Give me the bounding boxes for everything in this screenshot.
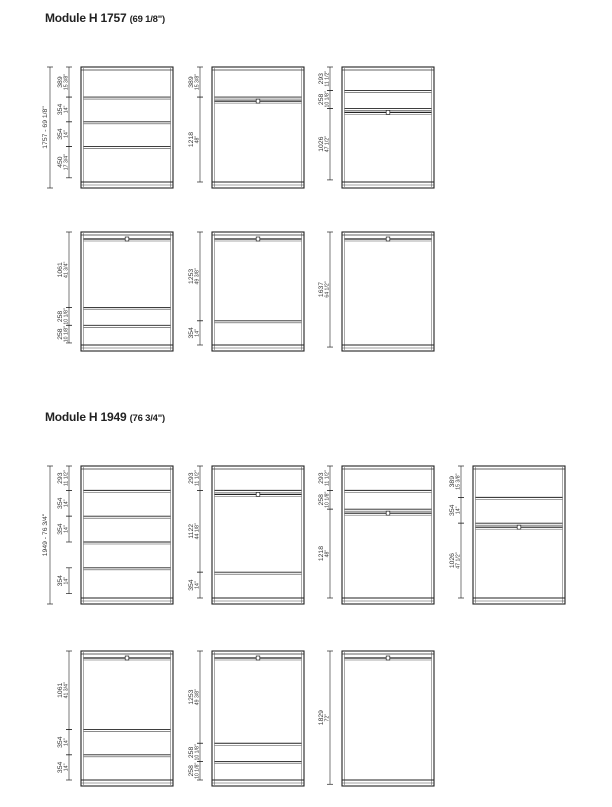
- dimension-label-inch: 41 3/4": [63, 261, 70, 278]
- rail-bracket: [386, 656, 390, 660]
- dimension-label-mm: 1122: [188, 523, 195, 539]
- rail-bracket: [517, 525, 521, 529]
- section-subtitle: (76 3/4"): [129, 413, 166, 424]
- cabinet-h1949-d: [449, 466, 565, 604]
- dimension-group: [188, 232, 203, 345]
- dimension-label-mm: 450: [57, 156, 64, 168]
- total-dimension-label: 1757 - 69 1/8": [42, 106, 49, 149]
- dimension-label-inch: 14": [63, 576, 70, 585]
- dimension-label-inch: 10 1/8": [324, 91, 331, 108]
- dimension-label-mm: 1637: [318, 281, 325, 298]
- dimension-label-inch: 14": [63, 499, 70, 508]
- rail-bracket: [256, 237, 260, 241]
- dimension-label-mm: 354: [449, 504, 456, 516]
- dimension-label-mm: 258: [188, 746, 195, 759]
- dimension-group: [318, 67, 333, 180]
- dimension-label-inch: 14": [194, 581, 201, 589]
- dimension-label-inch: 64 1/2": [324, 281, 331, 298]
- dimension-label-inch: 15 3/8": [194, 73, 201, 91]
- dimension-group: [57, 232, 72, 343]
- cabinet-h1757-f: [318, 232, 434, 351]
- cabinet-h1757-b: [188, 67, 304, 188]
- dimension-label-inch: 15 3/8": [455, 473, 462, 490]
- cabinet-frame: [342, 67, 434, 188]
- dimension-label-inch: 17 3/4": [63, 154, 70, 171]
- dimension-label-inch: 10 1/8": [194, 762, 201, 779]
- dimension-label-mm: 354: [188, 579, 195, 591]
- dimension-label-inch: 11 1/2": [194, 470, 201, 487]
- dimension-label-mm: 354: [188, 327, 195, 339]
- dimension-label-mm: 354: [57, 103, 64, 116]
- cabinet-h1949-g: [318, 651, 434, 786]
- dimension-label-mm: 354: [57, 736, 64, 748]
- section-title-text: Module H 1949: [45, 410, 127, 424]
- dimension-label-inch: 72": [324, 713, 331, 722]
- dimension-label-mm: 354: [57, 761, 64, 774]
- dimension-label-inch: 47 1/2": [455, 552, 462, 569]
- dimension-label-mm: 258: [188, 765, 195, 777]
- dimension-group: [318, 466, 333, 598]
- dimension-group: [188, 67, 203, 182]
- dimension-group: [318, 232, 333, 347]
- dimension-label-mm: 389: [449, 476, 456, 488]
- cabinet-h1949-f: [188, 651, 304, 786]
- cabinet-frame: [81, 67, 173, 188]
- rail-bracket: [125, 656, 129, 660]
- dimension-label-mm: 1218: [188, 131, 195, 148]
- cabinet-frame: [81, 466, 173, 604]
- dimension-label-inch: 14": [63, 105, 70, 114]
- cabinet-h1757-d: [57, 232, 173, 351]
- dimension-group: [42, 67, 72, 188]
- rail-bracket: [256, 492, 260, 496]
- rail-bracket: [256, 99, 260, 103]
- dimension-label-inch: 47 1/2": [324, 136, 331, 153]
- dimension-label-inch: 11 1/2": [324, 470, 331, 487]
- cabinet-h1949-c: [318, 466, 434, 604]
- dimension-label-mm: 354: [57, 128, 64, 140]
- cabinet-h1757-e: [188, 232, 304, 351]
- dimension-label-inch: 10 1/8": [194, 744, 201, 761]
- rail-bracket: [386, 110, 390, 114]
- cabinet-frame: [212, 232, 304, 351]
- dimension-label-mm: 293: [57, 472, 64, 484]
- dimension-label-inch: 14": [194, 329, 201, 337]
- cabinet-h1757-a: [42, 67, 173, 188]
- dimension-label-mm: 258: [318, 93, 325, 106]
- dimension-label-inch: 44 1/8": [194, 523, 201, 540]
- dimension-label-inch: 49 3/8": [194, 688, 201, 706]
- cabinet-frame: [342, 651, 434, 786]
- rail-bracket: [125, 237, 129, 241]
- dimension-label-inch: 14": [63, 738, 70, 746]
- dimension-group: [318, 651, 333, 784]
- dimension-label-mm: 258: [57, 328, 64, 340]
- cabinet-frame: [342, 466, 434, 604]
- dimension-group: [449, 466, 464, 598]
- dimension-label-mm: 354: [57, 523, 64, 535]
- cabinet-h1757-c: [318, 67, 434, 188]
- dimension-group: [188, 466, 203, 598]
- cabinet-frame: [212, 466, 304, 604]
- section-subtitle: (69 1/8"): [129, 14, 166, 25]
- dimension-label-mm: 1253: [188, 689, 195, 705]
- dimension-label-inch: 14": [455, 506, 462, 515]
- cabinet-h1949-a: [42, 466, 173, 604]
- dimension-label-inch: 10 1/8": [63, 308, 70, 325]
- cabinet-frame: [212, 67, 304, 188]
- dimension-label-inch: 48": [194, 135, 201, 144]
- dimension-label-mm: 1061: [57, 682, 64, 698]
- dimension-label-inch: 10 1/8": [324, 491, 331, 508]
- cabinet-h1949-b: [188, 466, 304, 604]
- section-title-text: Module H 1757: [45, 11, 127, 25]
- cabinet-frame: [212, 651, 304, 786]
- dimension-group: [188, 651, 203, 780]
- dimension-label-inch: 14": [63, 130, 70, 138]
- dimension-label-mm: 1253: [188, 268, 195, 284]
- dimension-label-mm: 1061: [57, 262, 64, 278]
- dimension-label-mm: 293: [318, 73, 325, 85]
- dimension-label-mm: 1829: [318, 710, 325, 726]
- dimension-label-inch: 14": [63, 763, 70, 772]
- dimension-label-inch: 49 3/8": [194, 268, 201, 285]
- dimension-label-mm: 293: [188, 472, 195, 484]
- dimension-group: [57, 651, 72, 780]
- rail-bracket: [386, 237, 390, 241]
- dimension-group: [42, 466, 72, 604]
- dimension-label-mm: 258: [57, 310, 64, 323]
- dimension-label-mm: 258: [318, 494, 325, 506]
- cabinet-frame: [81, 651, 173, 786]
- dimension-label-mm: 1026: [449, 553, 456, 569]
- dimension-label-mm: 354: [57, 575, 64, 587]
- dimension-label-inch: 48": [324, 549, 331, 558]
- dimension-label-inch: 41 3/4": [63, 682, 70, 699]
- rail-bracket: [386, 511, 390, 515]
- dimension-label-inch: 15 3/8": [63, 73, 70, 91]
- dimension-label-mm: 1218: [318, 546, 325, 562]
- dimension-label-inch: 11 1/2": [324, 70, 331, 87]
- dimension-label-mm: 293: [318, 472, 325, 484]
- cabinet-frame: [81, 232, 173, 351]
- dimension-label-inch: 11 1/2": [63, 470, 70, 487]
- rail-bracket: [256, 656, 260, 660]
- dimension-label-mm: 354: [57, 497, 64, 509]
- cabinet-h1949-e: [57, 651, 173, 786]
- dimension-label-inch: 14": [63, 525, 70, 533]
- dimension-label-mm: 1026: [318, 136, 325, 152]
- cabinet-frame: [342, 232, 434, 351]
- dimension-label-mm: 389: [188, 76, 195, 88]
- dimension-label-mm: 389: [57, 76, 64, 88]
- total-dimension-label: 1949 - 76 3/4": [42, 513, 49, 557]
- dimension-label-inch: 10 1/8": [63, 325, 70, 343]
- cabinet-frame: [473, 466, 565, 604]
